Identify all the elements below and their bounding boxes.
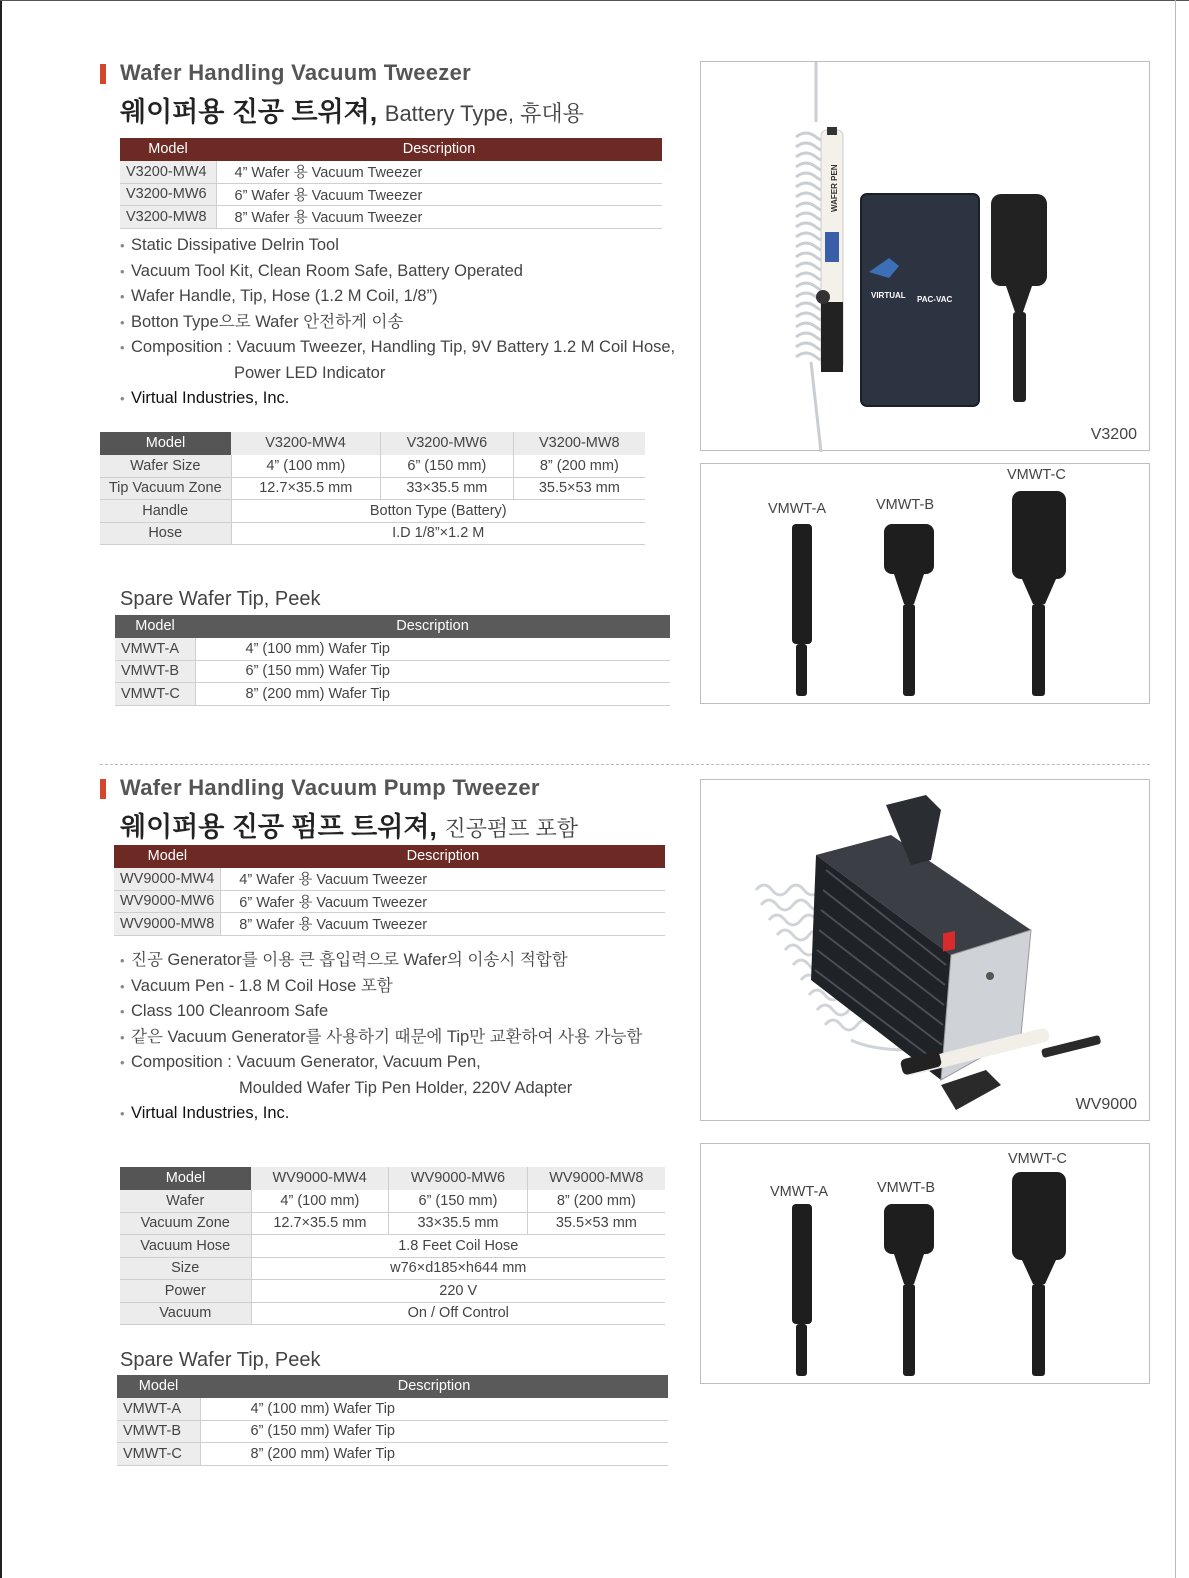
table-row — [114, 868, 665, 891]
title-ko-sub: 진공펌프 포함 — [444, 816, 579, 841]
spec-value: 4” (100 mm) — [231, 455, 381, 478]
spec-row — [120, 1235, 665, 1258]
feature-item: • Composition : Vacuum Tweezer, Handling Tip, 9V Battery 1.2 M Coil Hose, — [120, 335, 675, 361]
tip-label: VMWT-C — [1008, 1151, 1067, 1167]
description-cell: 6” Wafer 용 Vacuum Tweezer — [216, 183, 662, 206]
maker-item: • Virtual Industries, Inc. — [120, 1101, 642, 1127]
spare-tip-title: Spare Wafer Tip, Peek — [120, 1349, 321, 1371]
tip-label: VMWT-B — [876, 497, 934, 513]
product-image-wv9000 — [700, 779, 1150, 1121]
section-title-en: Wafer Handling Vacuum Pump Tweezer — [120, 775, 540, 800]
table-row — [120, 183, 662, 206]
feature-item-continued: Power LED Indicator — [234, 363, 386, 382]
table-row — [120, 206, 662, 229]
spec-row — [100, 500, 645, 523]
spec-value: I.D 1/8”×1.2 M — [231, 522, 645, 545]
wv9000-product-illustration — [701, 780, 1151, 1122]
col-header-description: Description — [216, 138, 662, 161]
tip-b-shape — [884, 1204, 934, 1254]
feature-item: • Class 100 Cleanroom Safe — [120, 999, 642, 1025]
product-image-v3200 — [700, 61, 1150, 451]
tip-label: VMWT-B — [877, 1180, 935, 1196]
col-header-model: Model — [114, 845, 221, 868]
spec-row — [100, 477, 645, 500]
description-cell: 8” Wafer 용 Vacuum Tweezer — [221, 913, 665, 936]
tip-label: VMWT-C — [1007, 467, 1066, 483]
section-accent-bar — [100, 779, 106, 799]
spec-table — [100, 432, 645, 545]
spec-value: 12.7×35.5 mm — [251, 1212, 389, 1235]
spare-tip-table — [117, 1375, 668, 1466]
spec-value: w76×d185×h644 mm — [251, 1257, 665, 1280]
title-ko-main: 웨이퍼용 진공 펌프 트위져, — [120, 812, 437, 842]
spec-header: V3200-MW4 — [231, 432, 381, 455]
table-row — [114, 913, 665, 936]
page-edge — [1175, 0, 1176, 1578]
page-border-top — [0, 0, 1189, 1]
spec-value: 6” (150 mm) — [389, 1190, 527, 1213]
model-cell: V3200-MW6 — [120, 183, 216, 206]
table-row — [114, 890, 665, 913]
spare-tips-image-1 — [700, 463, 1150, 704]
table-row — [115, 660, 670, 683]
model-cell: WV9000-MW6 — [114, 890, 221, 913]
table-row — [115, 683, 670, 706]
description-cell: 4” Wafer 용 Vacuum Tweezer — [216, 161, 662, 184]
description-cell: 8” (200 mm) Wafer Tip — [200, 1443, 668, 1466]
tip-c-shape — [1012, 491, 1066, 579]
spec-label: Hose — [100, 522, 231, 545]
feature-item: • 진공 Generator를 이용 큰 흡입력으로 Wafer의 이송시 적합함 — [120, 948, 642, 974]
maker-item: • Virtual Industries, Inc. — [120, 386, 675, 412]
spec-value: 35.5×53 mm — [513, 477, 645, 500]
v3200-product-illustration — [701, 62, 1151, 452]
tip-label: VMWT-A — [770, 1184, 828, 1200]
spare-tip-title: Spare Wafer Tip, Peek — [120, 588, 321, 610]
description-cell: 4” (100 mm) Wafer Tip — [195, 638, 670, 661]
model-cell: VMWT-A — [115, 638, 195, 661]
device-name: PAC-VAC — [917, 295, 953, 304]
section-accent-bar — [100, 64, 106, 84]
spare-tip-table — [115, 615, 670, 706]
spec-header: WV9000-MW8 — [527, 1167, 665, 1190]
spec-header: WV9000-MW4 — [251, 1167, 389, 1190]
page-border — [0, 0, 2, 1578]
description-cell: 6” (150 mm) Wafer Tip — [195, 660, 670, 683]
tip-a-shape — [792, 524, 812, 644]
spec-label: Vacuum Zone — [120, 1212, 251, 1235]
model-cell: VMWT-A — [117, 1398, 200, 1421]
spec-label: Wafer Size — [100, 455, 231, 478]
spec-row — [120, 1257, 665, 1280]
model-cell: VMWT-C — [117, 1443, 200, 1466]
model-cell: VMWT-B — [115, 660, 195, 683]
spec-value: 6” (150 mm) — [381, 455, 514, 478]
tip-a-shape — [792, 1204, 812, 1324]
description-cell: 8” Wafer 용 Vacuum Tweezer — [216, 206, 662, 229]
section-divider — [100, 764, 1150, 765]
spec-value: Botton Type (Battery) — [231, 500, 645, 523]
table-row — [117, 1420, 668, 1443]
pen-label: WAFER PEN — [830, 164, 839, 212]
title-ko-main: 웨이퍼용 진공 트위져, — [120, 97, 378, 127]
description-cell: 8” (200 mm) Wafer Tip — [195, 683, 670, 706]
description-cell: 6” Wafer 용 Vacuum Tweezer — [221, 890, 665, 913]
model-cell: V3200-MW4 — [120, 161, 216, 184]
feature-item: • 같은 Vacuum Generator를 사용하기 때문에 Tip만 교환하여 사용 가능함 — [120, 1025, 642, 1051]
spec-label: Power — [120, 1280, 251, 1303]
spec-value: On / Off Control — [251, 1302, 665, 1325]
spec-header-model: Model — [100, 432, 231, 455]
spec-value: 35.5×53 mm — [527, 1212, 665, 1235]
col-header-model: Model — [117, 1375, 200, 1398]
section-title-en: Wafer Handling Vacuum Tweezer — [120, 60, 471, 85]
table-row — [117, 1443, 668, 1466]
spec-value: 33×35.5 mm — [389, 1212, 527, 1235]
tip-label: VMWT-A — [768, 501, 826, 517]
feature-item-continued: Moulded Wafer Tip Pen Holder, 220V Adapter — [239, 1078, 573, 1097]
spec-row — [100, 455, 645, 478]
spec-table — [120, 1167, 665, 1325]
tip-b-shape — [884, 524, 934, 574]
spec-label: Vacuum Hose — [120, 1235, 251, 1258]
spec-value: 33×35.5 mm — [381, 477, 514, 500]
spec-header: V3200-MW8 — [513, 432, 645, 455]
spec-header: WV9000-MW6 — [389, 1167, 527, 1190]
spec-label: Tip Vacuum Zone — [100, 477, 231, 500]
spec-value: 220 V — [251, 1280, 665, 1303]
feature-item: • Composition : Vacuum Generator, Vacuum Pen, — [120, 1050, 642, 1076]
spec-value: 1.8 Feet Coil Hose — [251, 1235, 665, 1258]
feature-item: • Botton Type으로 Wafer 안전하게 이송 — [120, 310, 675, 336]
spec-header-model: Model — [120, 1167, 251, 1190]
table-row — [115, 638, 670, 661]
feature-list — [120, 948, 642, 1127]
spec-row — [100, 522, 645, 545]
models-table — [114, 845, 665, 936]
models-table — [120, 138, 662, 229]
model-cell: VMWT-B — [117, 1420, 200, 1443]
spec-row — [120, 1190, 665, 1213]
feature-item: • Static Dissipative Delrin Tool — [120, 233, 675, 259]
device-brand: VIRTUAL — [871, 291, 906, 300]
spec-value: 8” (200 mm) — [527, 1190, 665, 1213]
spec-label: Vacuum — [120, 1302, 251, 1325]
feature-item: • Wafer Handle, Tip, Hose (1.2 M Coil, 1/8”) — [120, 284, 675, 310]
spec-label: Wafer — [120, 1190, 251, 1213]
section-title-ko — [120, 805, 578, 844]
vacuum-pump-body — [811, 795, 1031, 1080]
model-cell: VMWT-C — [115, 683, 195, 706]
spec-row — [120, 1302, 665, 1325]
pac-vac-unit — [861, 194, 979, 406]
col-header-model: Model — [115, 615, 195, 638]
image-caption: V3200 — [1090, 426, 1137, 443]
col-header-description: Description — [221, 845, 665, 868]
image-caption: WV9000 — [1075, 1096, 1137, 1113]
spec-label: Handle — [100, 500, 231, 523]
col-header-model: Model — [120, 138, 216, 161]
table-row — [120, 161, 662, 184]
model-cell: WV9000-MW4 — [114, 868, 221, 891]
spec-row — [120, 1280, 665, 1303]
feature-item: • Vacuum Pen - 1.8 M Coil Hose 포함 — [120, 974, 642, 1000]
feature-item: • Vacuum Tool Kit, Clean Room Safe, Battery Operated — [120, 259, 675, 285]
description-cell: 4” (100 mm) Wafer Tip — [200, 1398, 668, 1421]
spec-header: V3200-MW6 — [381, 432, 514, 455]
spare-tips-image-2 — [700, 1143, 1150, 1384]
feature-list — [120, 233, 675, 412]
spec-value: 8” (200 mm) — [513, 455, 645, 478]
model-cell: WV9000-MW8 — [114, 913, 221, 936]
tip-c-shape — [1012, 1172, 1066, 1260]
model-cell: V3200-MW8 — [120, 206, 216, 229]
col-header-description: Description — [195, 615, 670, 638]
table-row — [117, 1398, 668, 1421]
section-title-ko — [120, 90, 584, 129]
title-ko-sub: Battery Type, 휴대용 — [384, 101, 584, 126]
description-cell: 6” (150 mm) Wafer Tip — [200, 1420, 668, 1443]
col-header-description: Description — [200, 1375, 668, 1398]
wafer-tip-c — [991, 194, 1047, 402]
description-cell: 4” Wafer 용 Vacuum Tweezer — [221, 868, 665, 891]
spec-value: 4” (100 mm) — [251, 1190, 389, 1213]
spec-value: 12.7×35.5 mm — [231, 477, 381, 500]
spec-label: Size — [120, 1257, 251, 1280]
spec-row — [120, 1212, 665, 1235]
